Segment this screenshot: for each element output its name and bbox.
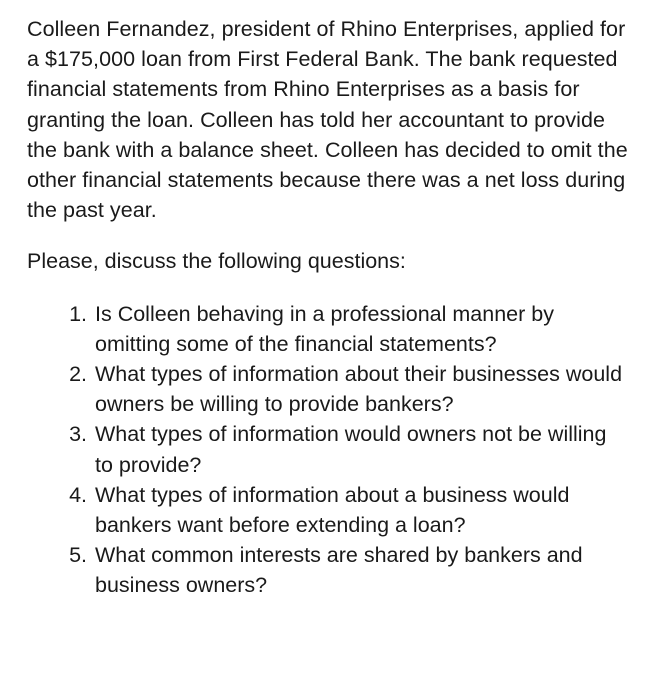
question-number: 2.	[69, 362, 87, 387]
question-number: 3.	[69, 422, 87, 447]
question-text: What types of information would owners not be willing to provide?	[95, 422, 607, 477]
question-item-2	[27, 359, 634, 419]
discussion-prompt: Please, discuss the following questions:	[27, 249, 406, 274]
scenario-paragraph: Colleen Fernandez, president of Rhino Enterprises, applied for a $175,000 loan from First Federal Bank. The bank requested financial statements from Rhino Enterprises as a basis for granting the loan. Colleen has told her accountant to provide the bank with a balance sheet. Colleen has decided to omit the other financial statements because there was a net loss during the past year.	[27, 17, 628, 223]
question-text: What common interests are shared by bankers and business owners?	[95, 543, 583, 598]
question-list	[27, 299, 634, 601]
question-number: 5.	[69, 543, 87, 568]
question-text: Is Colleen behaving in a professional manner by omitting some of the financial statements?	[95, 301, 554, 356]
question-item-3	[27, 419, 634, 479]
question-text: What types of information about their businesses would owners be willing to provide bankers?	[95, 362, 623, 417]
question-item-4	[27, 480, 634, 540]
question-number: 4.	[69, 482, 87, 507]
question-number: 1.	[69, 301, 87, 326]
question-item-1	[27, 299, 634, 359]
question-item-5	[27, 540, 634, 600]
question-text: What types of information about a business would bankers want before extending a loan?	[95, 482, 570, 538]
